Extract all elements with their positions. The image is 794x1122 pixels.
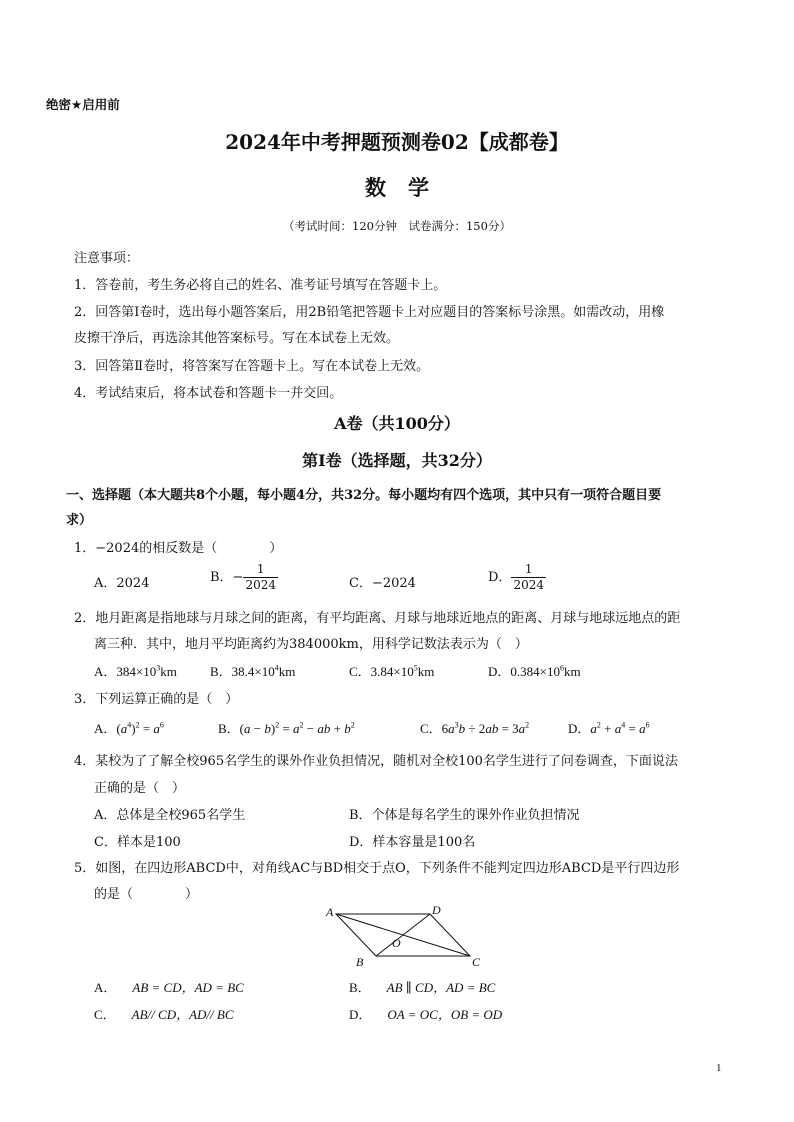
section-desc: 一、选择题（本大题共8个小题，每小题4分，共32分。每小题均有四个选项，其中只有一项符合题目要 — [66, 488, 662, 503]
option-label: A． — [94, 980, 117, 995]
option-exponent: 6 — [559, 663, 564, 673]
option-unit: km — [563, 664, 581, 679]
option-unit: km — [278, 664, 296, 679]
exam-title: 2024年中考押题预测卷02【成都卷】 — [225, 130, 569, 154]
parallelogram-figure — [320, 900, 490, 972]
option-base: C．3.84×10 — [349, 664, 414, 679]
vertex-label-b: B — [356, 955, 364, 969]
question-1-stem: 1．−2024的相反数是（ ） — [74, 541, 283, 556]
option-label: C． — [420, 721, 442, 736]
vertex-label-c: C — [472, 955, 481, 969]
q5-option-d-expr: OA = OC，OB = OD — [387, 1007, 503, 1022]
q1-option-d-prefix: D． — [488, 570, 512, 585]
q1-option-b-prefix: B．− — [210, 570, 244, 585]
q2-option-a — [94, 661, 177, 680]
question-5-stem: 5．如图，在四边形ABCD中，对角线AC与BD相交于点O，下列条件不能判定四边形ABCD是平行四边形 — [74, 861, 680, 876]
q3-option-a-expr: $(a^4)^2 = a^6$ — [116, 720, 164, 736]
note-item: 1．答卷前，考生务必将自己的姓名、准考证号填写在答题卡上。 — [74, 278, 447, 293]
q5-option-a — [94, 977, 244, 996]
question-2-stem: 离三种．其中，地月平均距离约为384000km，用科学记数法表示为（ ） — [94, 637, 528, 652]
intersection-label-o: O — [392, 936, 401, 950]
q5-option-b — [349, 977, 495, 996]
option-label: B． — [349, 980, 371, 995]
option-exponent: 3 — [156, 663, 161, 673]
q3-option-c-expr: $6a^3b \div 2ab = 3a^2$ — [441, 720, 530, 736]
q2-option-c — [349, 661, 434, 680]
question-4-stem: 正确的是（ ） — [94, 781, 186, 796]
notes-heading: 注意事项： — [74, 251, 140, 266]
q1-option-c: C．−2024 — [349, 576, 416, 591]
q3-option-d-expr: $a^2 + a^4 = a^6$ — [590, 720, 650, 736]
option-base: D．0.384×10 — [488, 664, 560, 679]
q1-option-d-fraction — [511, 562, 546, 593]
note-item: 3．回答第Ⅱ卷时，将答案写在答题卡上。写在本试卷上无效。 — [74, 359, 430, 374]
section-a-title: A卷（共100分） — [334, 414, 460, 433]
page-number: 1 — [716, 1062, 722, 1074]
question-2-stem: 2．地月距离是指地球与月球之间的距离，有平均距离、月球与地球近地点的距离、月球与地球远地点的距 — [74, 611, 681, 626]
option-exponent: 4 — [274, 663, 279, 673]
subject-title: 数学 — [365, 175, 451, 200]
q2-option-d — [488, 661, 581, 680]
note-item: 4．考试结束后，将本试卷和答题卡一并交回。 — [74, 386, 343, 401]
vertex-label-d: D — [432, 903, 441, 917]
q1-option-b — [210, 562, 278, 593]
q3-option-b — [218, 718, 355, 737]
q5-option-c — [94, 1004, 234, 1023]
option-base: B．38.4×10 — [210, 664, 275, 679]
part1-title: 第Ⅰ卷（选择题，共32分） — [302, 451, 492, 470]
option-exponent: 5 — [413, 663, 418, 673]
note-item: 2．回答第Ⅰ卷时，选出每小题答案后，用2B铅笔把答题卡上对应题目的答案标号涂黑。如需改动，用橡 — [74, 305, 665, 320]
q1-option-d — [488, 562, 546, 593]
q4-option-a: A．总体是全校965名学生 — [94, 808, 246, 823]
q4-option-d: D．样本容量是100名 — [349, 835, 476, 850]
exam-info: （考试时间：120分钟 试卷满分：150分） — [283, 219, 511, 233]
q5-option-b-expr: AB ∥ CD，AD = BC — [386, 980, 496, 995]
fraction-denominator: 2024 — [513, 578, 544, 592]
option-unit: km — [417, 664, 435, 679]
q5-option-c-expr: AB// CD，AD// BC — [131, 1007, 234, 1022]
fraction-denominator: 2024 — [245, 578, 276, 592]
q4-option-b: B．个体是每名学生的课外作业负担情况 — [349, 808, 580, 823]
q3-option-b-expr: $(a - b)^2 = a^2$ − ab + $b^2$ — [239, 720, 355, 736]
option-label: B． — [218, 721, 240, 736]
q2-option-b — [210, 661, 295, 680]
confidential-label: 绝密★启用前 — [46, 97, 120, 112]
section-desc: 求） — [66, 513, 93, 528]
question-3-stem: 3．下列运算正确的是（ ） — [74, 692, 239, 707]
note-item: 皮擦干净后，再选涂其他答案标号。写在本试卷上无效。 — [74, 331, 400, 346]
q5-option-a-expr: AB = CD，AD = BC — [132, 980, 244, 995]
fraction-numerator: 1 — [511, 562, 546, 578]
option-label: D． — [568, 721, 591, 736]
q3-option-c — [420, 718, 529, 737]
vertex-label-a: A — [326, 905, 334, 919]
diagonal-bd — [376, 914, 430, 956]
q1-option-a: A．2024 — [94, 576, 150, 591]
option-label: A． — [94, 721, 117, 736]
option-unit: km — [160, 664, 177, 679]
option-label: D． — [349, 1007, 372, 1022]
q3-option-d — [568, 718, 650, 737]
question-4-stem: 4．某校为了了解全校965名学生的课外作业负担情况，随机对全校100名学生进行了问卷调查，下面说法 — [74, 754, 678, 769]
option-base: A．384×10 — [94, 664, 157, 679]
q4-option-c: C．样本是100 — [94, 835, 181, 850]
question-5-stem: 的是（ ） — [94, 887, 199, 902]
option-label: C． — [94, 1007, 116, 1022]
q3-option-a — [94, 718, 164, 737]
q5-option-d — [349, 1004, 502, 1023]
q1-option-b-fraction — [243, 562, 278, 593]
fraction-numerator: 1 — [243, 562, 278, 578]
